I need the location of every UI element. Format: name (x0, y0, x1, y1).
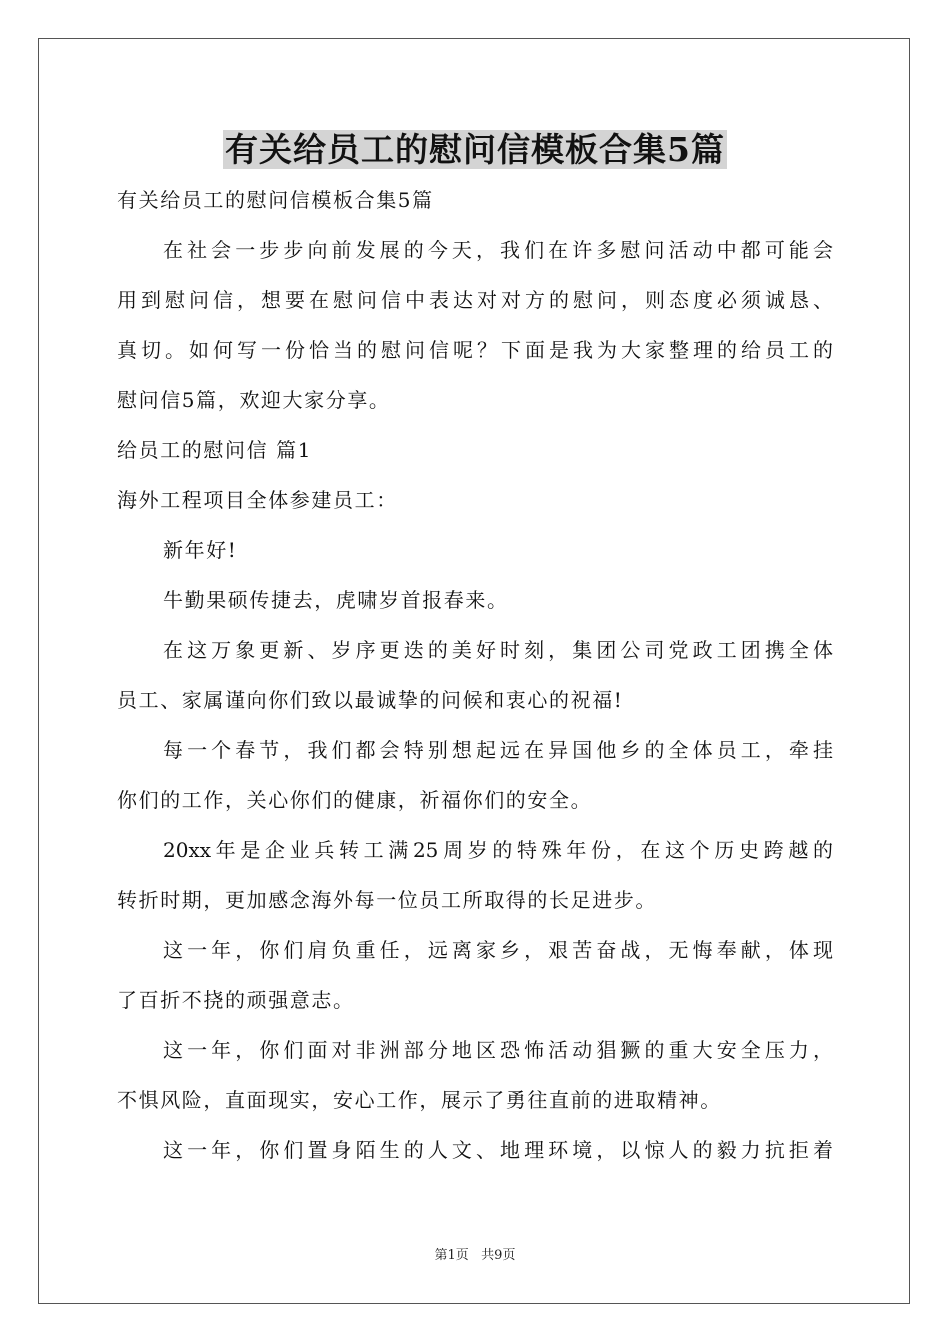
body-line: 用到慰问信，想要在慰问信中表达对对方的慰问，则态度必须诚恳、 (117, 288, 833, 312)
body-line: 这一年，你们面对非洲部分地区恐怖活动猖獗的重大安全压力， (163, 1038, 833, 1062)
body-line: 员工、家属谨向你们致以最诚挚的问候和衷心的祝福! (117, 688, 624, 712)
section-heading: 给员工的慰问信 篇1 (117, 438, 313, 462)
body-line: 在这万象更新、岁序更迭的美好时刻，集团公司党政工团携全体 (163, 638, 833, 662)
document-title-text: 有关给员工的慰问信模板合集5篇 (225, 130, 725, 169)
body-line: 真切。如何写一份恰当的慰问信呢？下面是我为大家整理的给员工的 (117, 338, 833, 362)
body-line: 20xx年是企业兵转工满25周岁的特殊年份，在这个历史跨越的 (163, 838, 833, 862)
body-line: 慰问信5篇，欢迎大家分享。 (117, 388, 391, 412)
body-line: 有关给员工的慰问信模板合集5篇 (117, 188, 434, 212)
body-line: 不惧风险，直面现实，安心工作，展示了勇往直前的进取精神。 (117, 1088, 722, 1112)
body-line: 这一年，你们置身陌生的人文、地理环境，以惊人的毅力抗拒着 (163, 1138, 833, 1162)
body-line: 你们的工作，关心你们的健康，祈福你们的安全。 (117, 788, 593, 812)
letter-salutation: 海外工程项目全体参建员工： (117, 488, 398, 512)
page-number-footer: 第1页 共9页 (434, 1248, 516, 1263)
document-title (0, 128, 950, 172)
body-line: 在社会一步步向前发展的今天，我们在许多慰问活动中都可能会 (163, 238, 833, 262)
body-line: 每一个春节，我们都会特别想起远在异国他乡的全体员工，牵挂 (163, 738, 833, 762)
document-body (117, 175, 833, 1175)
body-line: 牛勤果硕传捷去，虎啸岁首报春来。 (163, 588, 509, 612)
body-line: 了百折不挠的顽强意志。 (117, 988, 355, 1012)
body-line: 转折时期，更加感念海外每一位员工所取得的长足进步。 (117, 888, 657, 912)
body-line: 这一年，你们肩负重任，远离家乡，艰苦奋战，无悔奉献，体现 (163, 938, 833, 962)
body-line: 新年好! (163, 538, 238, 562)
